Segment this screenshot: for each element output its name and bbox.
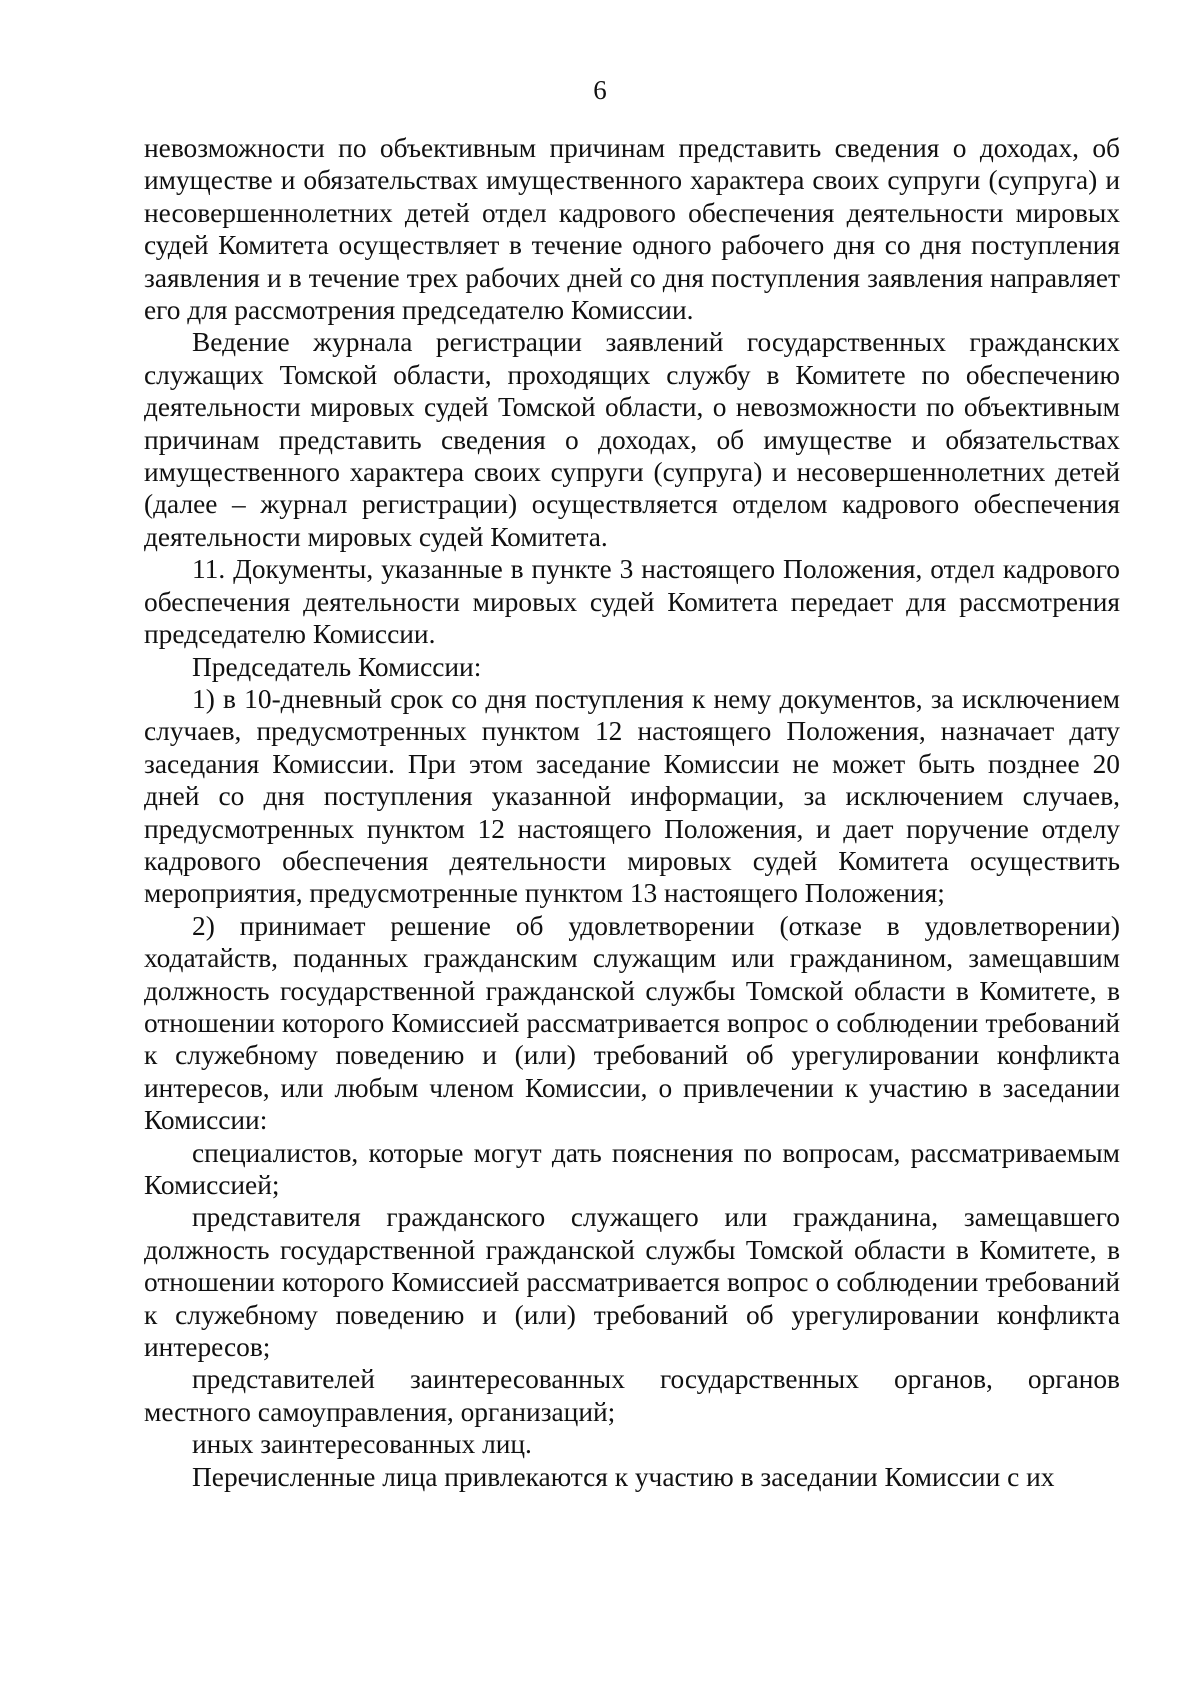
paragraph: представителей заинтересованных государственных органов, органов местного самоуправления, организаций; [144,1364,1120,1427]
paragraph: 11. Документы, указанные в пункте 3 настоящего Положения, отдел кадрового обеспечения деятельности мировых судей Комитета передает для рассмотрения председателю Комиссии. [144,554,1120,650]
paragraph: невозможности по объективным причинам представить сведения о доходах, об имуществе и обязательствах имущественного характера своих супруги (супруга) и несовершеннолетних детей отдел кадрового обеспечения деятельности мировых судей Комитета осуществляет в течение одного рабочего дня со дня поступления заявления и в течение трех рабочих дней со дня поступления заявления направляет его для рассмотрения председателю Комиссии. [144,133,1120,326]
paragraph: специалистов, которые могут дать пояснения по вопросам, рассматриваемым Комиссией; [144,1137,1120,1200]
paragraph: 1) в 10-дневный срок со дня поступления к нему документов, за исключением случаев, предусмотренных пунктом 12 настоящего Положения, назначает дату заседания Комиссии. При этом заседание Комиссии не может быть позднее 20 дней со дня поступления указанной информации, за исключением случаев, предусмотренных пунктом 12 настоящего Положения, и дает поручение отделу кадрового обеспечения деятельности мировых судей Комитета осуществить мероприятия, предусмотренные пунктом 13 настоящего Положения; [144,683,1120,909]
paragraph: 2) принимает решение об удовлетворении (отказе в удовлетворении) ходатайств, поданных гражданским служащим или гражданином, замещавшим должность государственной гражданской службы Томской области в Комитете, в отношении которого Комиссией рассматривается вопрос о соблюдении требований к служебному поведению и (или) требований об урегулировании конфликта интересов, или любым членом Комиссии, о привлечении к участию в заседании Комиссии: [144,910,1120,1136]
paragraph: Перечисленные лица привлекаются к участию в заседании Комиссии с их [192,1461,1055,1492]
page-number: 6 [593,75,607,105]
paragraph: представителя гражданского служащего или гражданина, замещавшего должность государственной гражданской службы Томской области в Комитете, в отношении которого Комиссией рассматривается вопрос о соблюдении требований к служебному поведению и (или) требований об урегулировании конфликта интересов; [144,1202,1120,1363]
paragraph: иных заинтересованных лиц. [192,1429,532,1460]
document-body [144,132,1120,1493]
paragraph: Председатель Комиссии: [192,651,482,682]
paragraph: Ведение журнала регистрации заявлений государственных гражданских служащих Томской области, проходящих службу в Комитете по обеспечению деятельности мировых судей Томской области, о невозможности по объективным причинам представить сведения о доходах, об имуществе и обязательствах имущественного характера своих супруги (супруга) и несовершеннолетних детей (далее – журнал регистрации) осуществляется отделом кадрового обеспечения деятельности мировых судей Комитета. [144,327,1120,552]
